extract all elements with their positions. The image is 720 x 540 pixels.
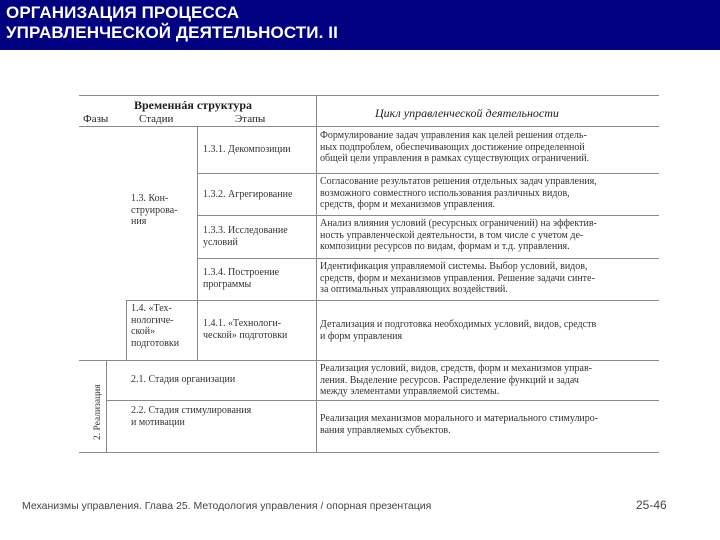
cycle-1-4-1: Детализация и подготовка необходимых условий, видов, средств и форм управления (320, 319, 597, 342)
cycle-1-3-3: Анализ влияния условий (ресурсных ограничений) на эффектив- ность управленческой деятельности, в том числе с учетом де- композиции ресурсов по видам, формам и т.д. управления. (320, 218, 597, 252)
stage-1-3: 1.3. Кон- струирова- ния (131, 193, 178, 227)
header-steps: Этапы (235, 113, 266, 125)
cycle-1-3-2: Согласование результатов решения отдельных задач управления, возможного совместного использования различных видов, средств, форм и механизмов управления. (320, 176, 597, 210)
header-stages: Стадии (139, 113, 174, 125)
step-1-3-4: 1.3.4. Построение программы (203, 267, 280, 290)
footer-text: Механизмы управления. Глава 25. Методология управления / опорная презентация (22, 500, 432, 512)
cycle-2-1: Реализация условий, видов, средств, форм и механизмов управ- ления. Выделение ресурсов. Распределение функций и задач между элементами управляемой системы. (320, 363, 593, 397)
cycle-2-2: Реализация механизмов морального и материального стимулиро- вания управляемых субъектов. (320, 413, 599, 436)
stage-1-4: 1.4. «Тех- нологиче- ской» подготовки (131, 303, 180, 349)
phase-realization-label: 2. Реализация (93, 384, 103, 440)
header-cycle: Цикл управленческой деятельности (375, 106, 559, 120)
step-2-2: 2.2. Стадия стимулирования и мотивации (131, 405, 252, 428)
page-number: 25-46 (636, 498, 667, 512)
cycle-1-3-4: Идентификация управляемой системы. Выбор условий, видов, средств, форм и механизмов управления. Решение задачи синте- за оптимальных управляющих воздействий. (320, 261, 595, 295)
methodology-table (79, 95, 659, 453)
slide-title-bar (0, 0, 720, 50)
cycle-1-3-1: Формулирование задач управления как целей решения отдель- ных подпроблем, обеспечивающих достижение определенной общей цели управления в рамках существующих ограничений. (320, 130, 590, 164)
step-2-1: 2.1. Стадия организации (131, 374, 236, 385)
slide-title-line-2: УПРАВЛЕНЧЕСКОЙ ДЕЯТЕЛЬНОСТИ. II (6, 23, 338, 42)
header-phases: Фазы (83, 113, 109, 125)
header-time-structure: Временнáя структура (134, 98, 253, 112)
step-1-3-1: 1.3.1. Декомпозиции (203, 144, 291, 155)
step-1-3-3: 1.3.3. Исследование условий (203, 225, 288, 248)
step-1-4-1: 1.4.1. «Технологи- ческой» подготовки (203, 318, 288, 341)
slide-title-line-1: ОРГАНИЗАЦИЯ ПРОЦЕССА (6, 3, 240, 22)
step-1-3-2: 1.3.2. Агрегирование (203, 189, 293, 200)
